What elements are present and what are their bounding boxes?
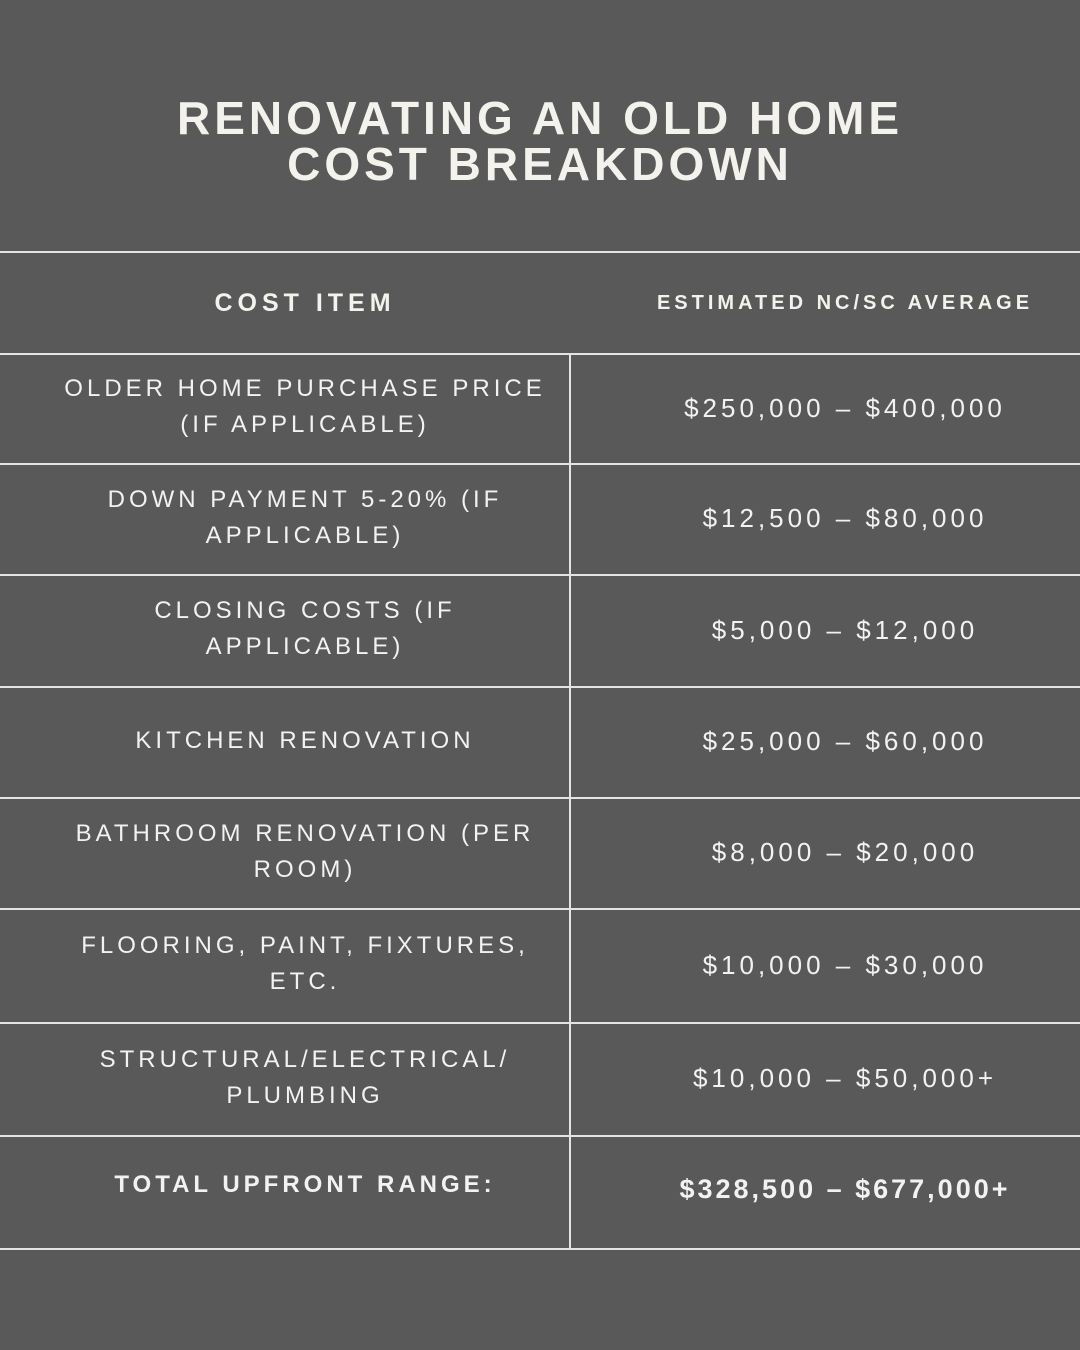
cost-range-value: $5,000 – $12,000 [711, 614, 979, 645]
cost-item-label: CLOSING COSTS (IF APPLICABLE) [154, 597, 456, 660]
page-title [0, 92, 1080, 190]
cost-range-value: $10,000 – $30,000 [702, 949, 988, 980]
cost-item-label: BATHROOM RENOVATION (PER ROOM) [75, 819, 535, 883]
cost-item-label: FLOORING, PAINT, FIXTURES, ETC. [81, 932, 529, 995]
cost-item-label: STRUCTURAL/ELECTRICAL/ PLUMBING [99, 1045, 511, 1109]
cost-range-value: $25,000 – $60,000 [702, 726, 988, 756]
header-estimated-average: ESTIMATED NC/SC AVERAGE [656, 292, 1034, 314]
cost-item-label: OLDER HOME PURCHASE PRICE (IF APPLICABLE) [64, 375, 546, 438]
table-row [0, 688, 1080, 797]
cost-range-value: $250,000 – $400,000 [684, 392, 1006, 423]
cost-range-value: $12,500 – $80,000 [702, 503, 988, 533]
cost-range-value: $10,000 – $50,000+ [692, 1063, 998, 1093]
divider [0, 1248, 1080, 1250]
title-line-2: COST BREAKDOWN [287, 138, 793, 190]
title-line-1: RENOVATING AN OLD HOME [176, 92, 904, 144]
table-row [0, 355, 1080, 463]
total-label: TOTAL UPFRONT RANGE: [114, 1170, 496, 1198]
cost-item-label: DOWN PAYMENT 5-20% (IF APPLICABLE) [107, 485, 503, 549]
cost-range-value: $8,000 – $20,000 [711, 837, 979, 867]
total-row [0, 1137, 1080, 1248]
header-cost-item: COST ITEM [214, 289, 396, 317]
total-range-value: $328,500 – $677,000+ [679, 1174, 1011, 1204]
cost-item-label: KITCHEN RENOVATION [135, 726, 475, 754]
table-row [0, 799, 1080, 908]
table-row [0, 576, 1080, 686]
table-row [0, 910, 1080, 1022]
table-row [0, 1024, 1080, 1135]
table-row [0, 465, 1080, 574]
